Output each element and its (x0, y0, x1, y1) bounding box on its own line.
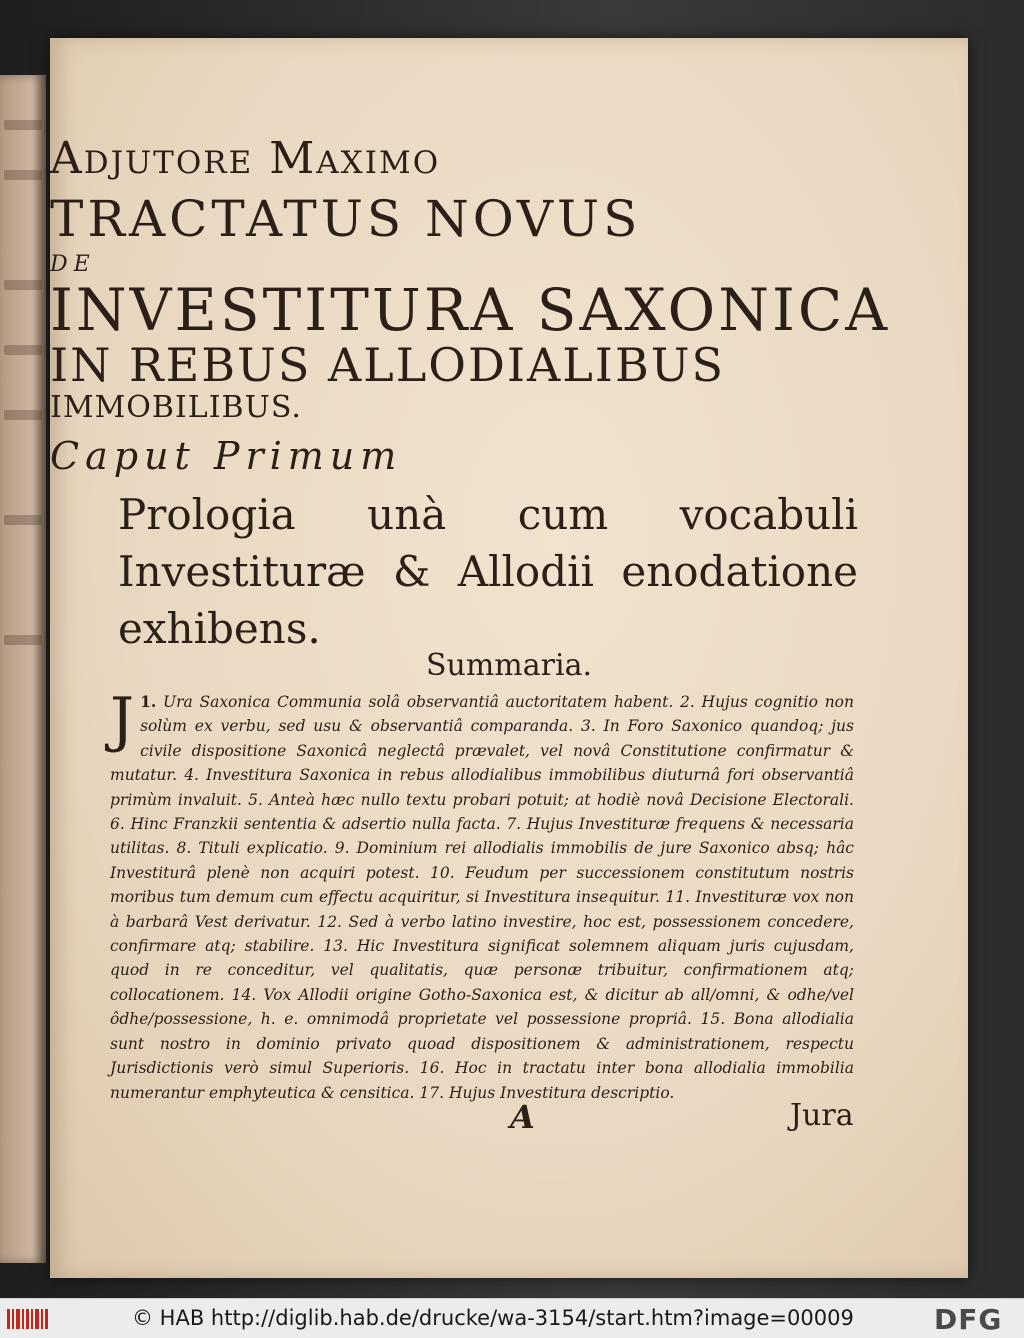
title-immobilibus: IMMOBILIBUS. (50, 390, 302, 425)
title-rebus: IN REBUS ALLODIALIBUS (50, 338, 726, 392)
drop-cap: J (110, 685, 135, 755)
chapter-heading: Caput Primum (50, 434, 403, 478)
barcode-logo-icon (6, 1307, 50, 1331)
copyright-link[interactable]: © HAB http://diglib.hab.de/drucke/wa-3154/start.htm?image=00009 (132, 1306, 854, 1330)
title-adjutore-text: Adjutore Maximo (50, 133, 441, 184)
dfg-logo: DFG (934, 1303, 1003, 1336)
summary-number: 1. (140, 692, 157, 711)
title-investitura: INVESTITURA SAXONICA (50, 276, 891, 344)
document-page (50, 38, 968, 1278)
summaria-heading: Summaria. (425, 648, 592, 683)
previous-page-edge (0, 75, 46, 1263)
signature-mark: A (510, 1098, 535, 1136)
title-de: DE (50, 252, 96, 277)
chapter-subtitle: Prologia unà cum vocabuli Investituræ & Allodii enodatione exhibens. (118, 490, 858, 653)
title-adjutore (50, 133, 968, 184)
catchword: Jura (790, 1098, 854, 1133)
title-tractatus: TRACTATUS NOVUS (50, 190, 642, 248)
viewer-footer (0, 1298, 1024, 1338)
summary-paragraph (110, 685, 854, 1105)
summary-body: Ura Saxonica Communia solâ observantiâ auctoritatem habent. 2. Hujus cognitio non solùm ex verbu, sed usu & observantiâ comparanda. 3. In Foro Saxonico quandoq; jus civile dispositione Saxonicâ neglectâ prævalet, vel novâ Constitutione confirmatur & mutatur. 4. Investitura Saxonica in rebus allodialibus immobilibus diuturnâ fori observantiâ primùm invaluit. 5. Anteà hæc nullo textu probari potuit; at hodiè novâ Decisione Electorali. 6. Hinc Franzkii sententia & adsertio nulla facta. 7. Hujus Investituræ frequens & necessaria utilitas. 8. Tituli explicatio. 9. Dominium rei allodialis immobilis de jure Saxonico absq; hâc Investiturâ plenè non acquiri potest. 10. Feudum per successionem constitutum nostris moribus tum demum cum effectu acquiritur, si Investitura insequitur. 11. Investituræ vox non à barbarâ Vest derivatur. 12. Sed à verbo latino investire, hoc est, possessionem concedere, confirmare atq; stabilire. 13. Hic Investitura significat solemnem aliquam juris cujusdam, quod in re conceditur, vel qualitatis, quæ personæ tribuitur, confirmationem atq; collocationem. 14. Vox Allodii origine Gotho-Saxonica est, & dicitur ab all/omni, & odhe/vel ôdhe/possessione, h. e. omnimodâ proprietate vel possessione propriâ. 15. Bona allodialia sunt nostro in dominio privato quoad dispositionem & administrationem, respectu Jurisdictionis verò simul Superioris. 16. Hoc in tractatu inter bona allodialia immobilia numerantur emphyteutica & censitica. 17. Hujus Investitura descriptio. (110, 693, 854, 1102)
